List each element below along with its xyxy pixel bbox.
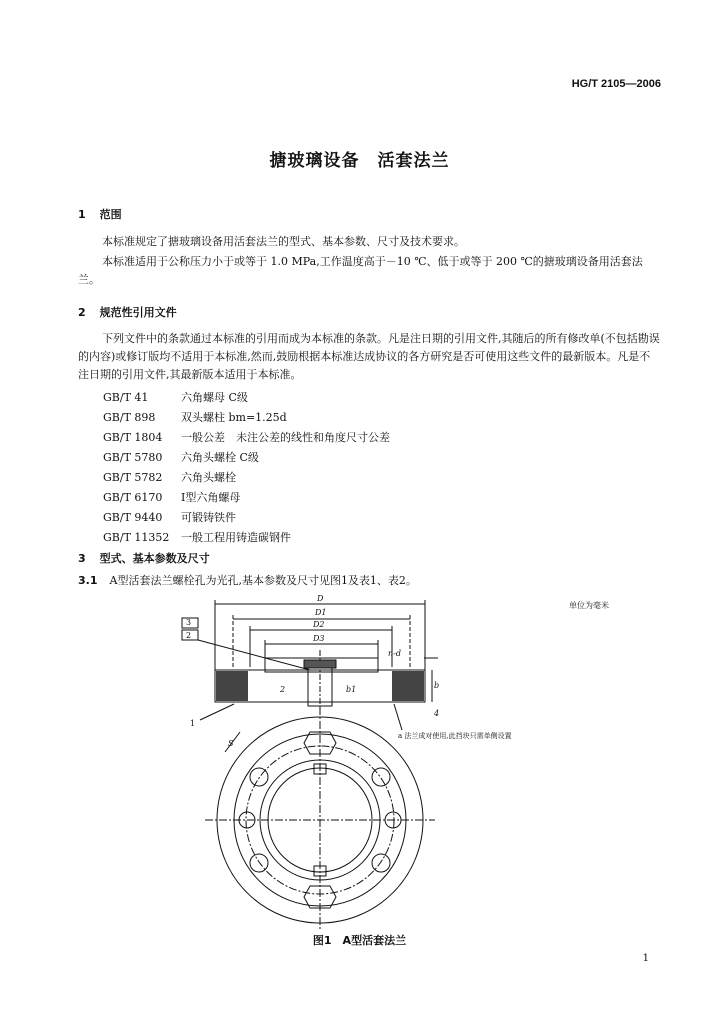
unit-note: 单位为毫米 xyxy=(569,601,609,610)
section-3-heading: 3 型式、基本参数及尺寸 xyxy=(78,552,210,565)
dim-label-D3: D3 xyxy=(313,634,325,643)
dim-label-4: 4 xyxy=(434,709,440,718)
reference-item: GB/T 898 双头螺柱 bm=1.25d xyxy=(103,411,287,424)
standard-number: HG/T 2105—2006 xyxy=(571,78,661,90)
part-label-3: 3 xyxy=(186,618,192,627)
dim-label-D1: D1 xyxy=(315,608,327,617)
section-2-heading: 2 规范性引用文件 xyxy=(78,306,177,319)
document-title: 搪玻璃设备 活套法兰 xyxy=(269,151,450,171)
reference-item: GB/T 6170 Ⅰ型六角螺母 xyxy=(103,491,241,504)
dim-label-S: S xyxy=(228,739,234,748)
dim-label-D: D xyxy=(317,594,324,603)
section-1-heading: 1 范围 xyxy=(78,208,122,221)
reference-item: GB/T 1804 一般公差 未注公差的线性和角度尺寸公差 xyxy=(103,431,390,444)
flange-plan-view xyxy=(205,707,435,930)
flange-drawing xyxy=(170,592,570,930)
page-number: 1 xyxy=(642,953,649,964)
reference-item: GB/T 5780 六角头螺栓 C级 xyxy=(103,451,259,464)
part-label-2: 2 xyxy=(186,631,192,640)
section-1-paragraph-2: 本标准适用于公称压力小于或等于 1.0 MPa,工作温度高于－10 ℃、低于或等于 200 ℃的搪玻璃设备用活套法兰。 xyxy=(78,255,643,286)
section-1-paragraph-1: 本标准规定了搪玻璃设备用活套法兰的型式、基本参数、尺寸及技术要求。 xyxy=(102,235,465,248)
subsection-3-1: 3.1 A型活套法兰螺栓孔为光孔,基本参数及尺寸见图1及表1、表2。 xyxy=(78,574,417,587)
part-label-1: 1 xyxy=(190,719,196,728)
reference-item: GB/T 9440 可锻铸铁件 xyxy=(103,511,236,524)
figure-note: a 法兰成对使用,此挡块只需单侧设置 xyxy=(398,732,512,740)
dim-label-D2: D2 xyxy=(313,620,325,629)
dim-label-b1: b1 xyxy=(346,685,357,694)
dim-label-2: 2 xyxy=(280,685,286,694)
reference-item: GB/T 41 六角螺母 C级 xyxy=(103,391,248,404)
section-2-paragraph: 下列文件中的条款通过本标准的引用而成为本标准的条款。凡是注日期的引用文件,其随后的所有修改单(不包括勘误的内容)或修订版均不适用于本标准,然而,鼓励根据本标准达成协议的各方研究是否可使用这些文件的最新版本。凡是不注日期的引用文件,其最新版本适用于本标准。 xyxy=(78,332,660,381)
reference-item: GB/T 5782 六角头螺栓 xyxy=(103,471,236,484)
dim-label-n-d: n-d xyxy=(388,649,401,658)
figure-caption: 图1 A型活套法兰 xyxy=(312,934,407,947)
reference-item: GB/T 11352 一般工程用铸造碳钢件 xyxy=(103,531,291,544)
dim-label-b: b xyxy=(434,681,440,690)
